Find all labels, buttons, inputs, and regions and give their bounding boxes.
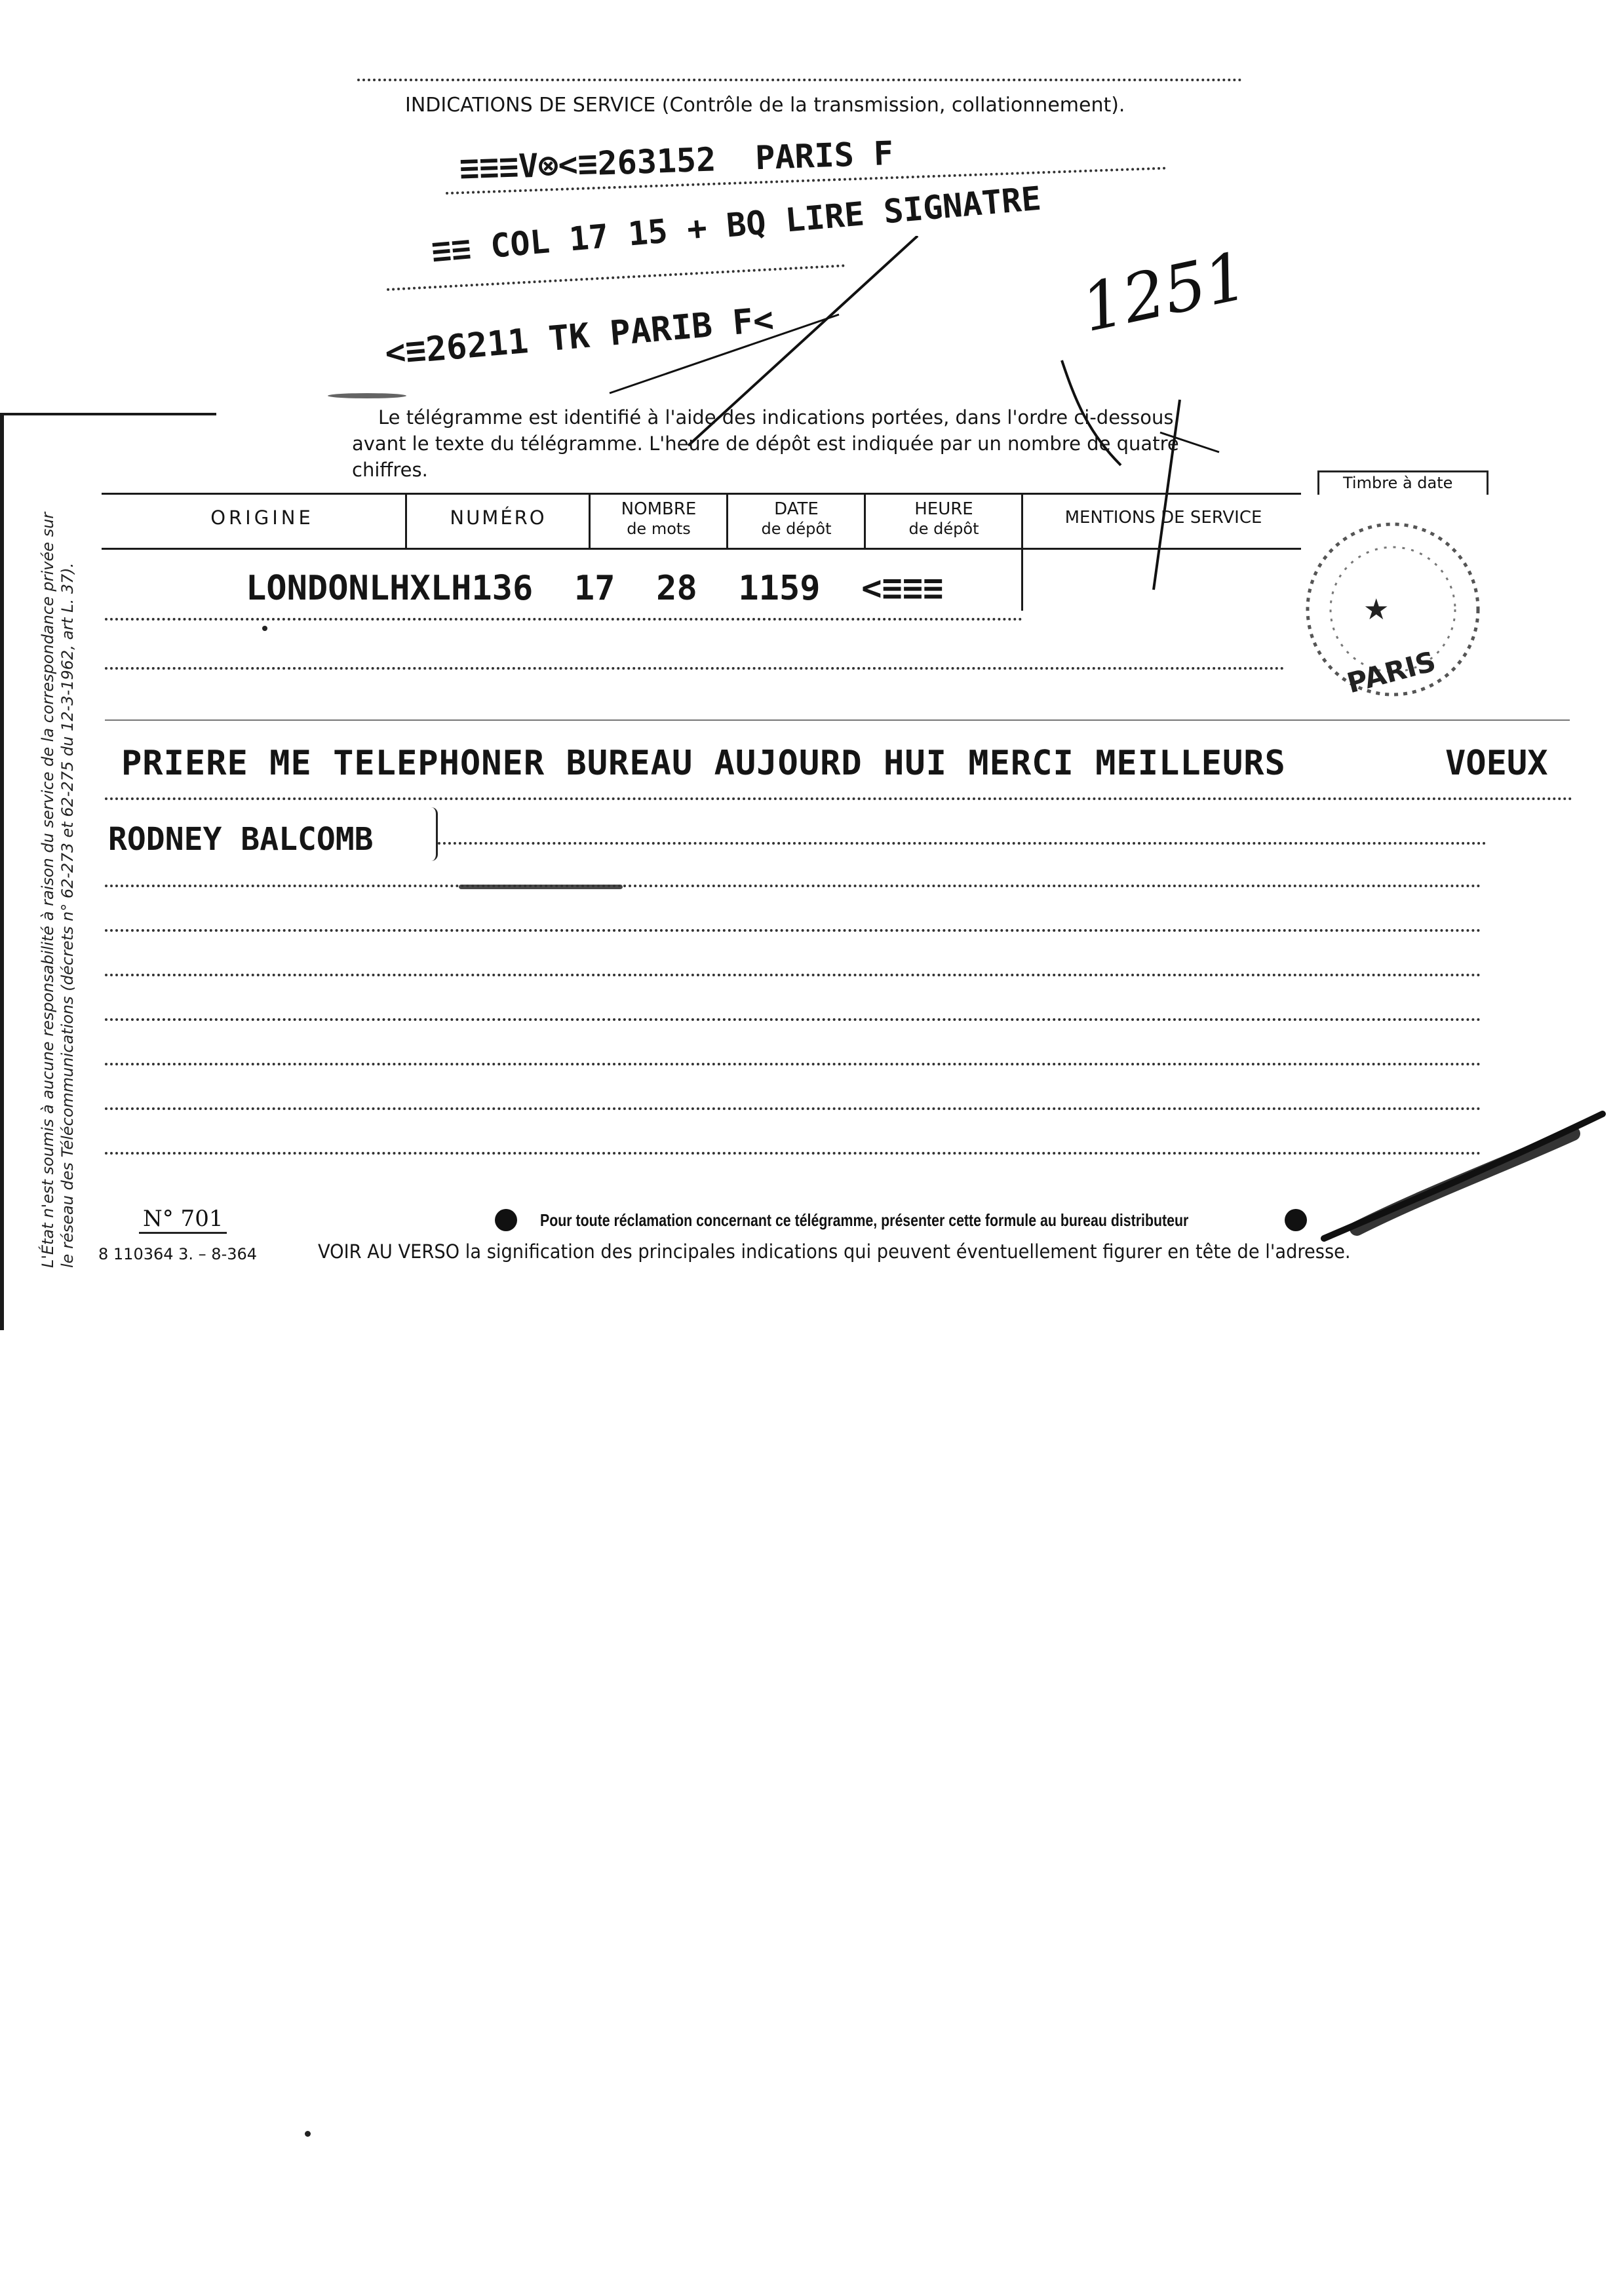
service-title: INDICATIONS DE SERVICE (Contrôle de la transmission, collationnement). bbox=[405, 94, 1125, 117]
header-mentions: MENTIONS DE SERVICE bbox=[1064, 508, 1262, 527]
origin-row: LONDONLHXLH136 17 28 1159 <≡≡≡ bbox=[246, 569, 944, 608]
verso-note: VOIR AU VERSO la signification des principales indications qui peuvent éventuellement figurer en tête de l'adresse. bbox=[318, 1240, 1351, 1263]
identification-note-2: avant le texte du télégramme. L'heure de dépôt est indiquée par un nombre de quatre bbox=[352, 432, 1179, 455]
date-stamp bbox=[1285, 511, 1501, 708]
message-line-1-end: VOEUX bbox=[1445, 744, 1548, 783]
message-line-1: PRIERE ME TELEPHONER BUREAU AUJOURD HUI MERCI MEILLEURS bbox=[121, 744, 1286, 783]
svg-text:★: ★ bbox=[1363, 593, 1390, 626]
header-origine: ORIGINE bbox=[210, 507, 314, 529]
header-date: DATE de dépôt bbox=[761, 499, 832, 538]
legal-side-note: L'État n'est soumis à aucune responsabilité à raison du service de la correspondance privée sur le réseau des Télécommunications (décrets n° 62-273 et 62-275 du 12-3-1962, art L. 37). bbox=[39, 512, 77, 1268]
reclamation-note: Pour toute réclamation concernant ce télégramme, présenter cette formule au bureau distributeur bbox=[495, 1209, 1331, 1231]
identification-note-1: Le télégramme est identifié à l'aide des indications portées, dans l'ordre ci-dessous, bbox=[378, 406, 1180, 429]
form-number: N° 701 bbox=[139, 1206, 227, 1234]
service-line-2: ≡≡ COL 17 15 + BQ LIRE SIGNATRE bbox=[430, 179, 1043, 271]
print-code: 8 110364 3. – 8-364 bbox=[98, 1245, 258, 1263]
stamp-box bbox=[1317, 470, 1489, 495]
service-line-3: <≡26211 TK PARIB F< bbox=[383, 300, 775, 373]
identification-note-3: chiffres. bbox=[352, 459, 428, 481]
stamp-label: Timbre à date bbox=[1343, 474, 1453, 492]
svg-text:PARIS: PARIS bbox=[1343, 645, 1439, 700]
header-numero: NUMÉRO bbox=[450, 507, 547, 529]
scan-mark bbox=[1311, 1107, 1612, 1252]
signature: RODNEY BALCOMB bbox=[108, 821, 374, 858]
header-nombre: NOMBRE de mots bbox=[621, 499, 697, 538]
header-heure: HEURE de dépôt bbox=[908, 499, 979, 538]
service-line-1: ≡≡≡V⊗<≡263152 PARIS F bbox=[459, 134, 894, 187]
handwritten-number: 1251 bbox=[1075, 237, 1255, 347]
